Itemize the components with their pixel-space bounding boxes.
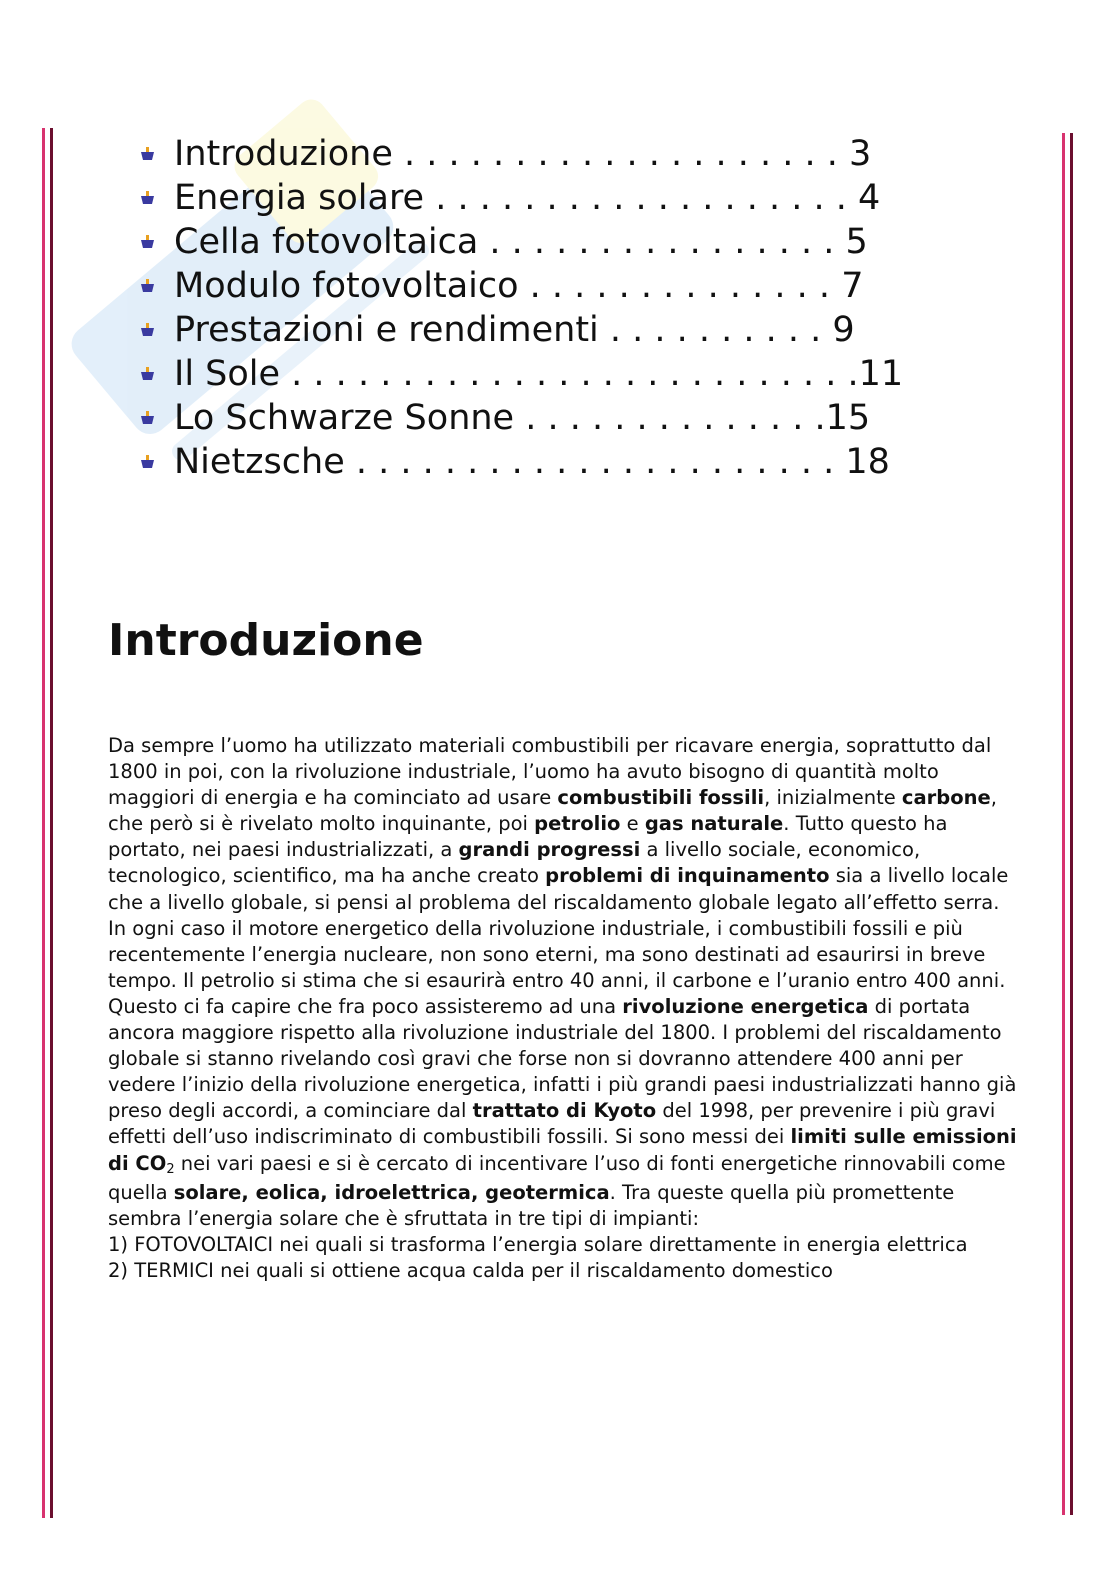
paragraph-text: . Tra queste quella più promettente sembra l’energia solare che è sfruttata in tre tipi di impianti: xyxy=(108,1180,955,1230)
bold-term: rivoluzione energetica xyxy=(622,994,869,1018)
toc-line: Cella fotovoltaica . . . . . . . . . . . . . . . . 5 xyxy=(174,222,868,262)
toc-line: Modulo fotovoltaico . . . . . . . . . . . . . . 7 xyxy=(174,266,864,306)
bold-term: trattato di Kyoto xyxy=(472,1099,657,1123)
toc-line: Lo Schwarze Sonne . . . . . . . . . . . . . .15 xyxy=(174,398,871,438)
toc-item-il-sole[interactable] xyxy=(140,352,920,396)
bullet-icon xyxy=(140,366,156,382)
left-border-line-outer xyxy=(42,128,45,1518)
list-item-termici: 2) TERMICI nei quali si ottiene acqua calda per il riscaldamento domestico xyxy=(108,1258,833,1282)
toc-line: Introduzione . . . . . . . . . . . . . . . . . . . . 3 xyxy=(174,134,872,174)
bold-term: carbone xyxy=(901,786,991,810)
toc-item-prestazioni-e-rendimenti[interactable] xyxy=(140,308,920,352)
bold-term: grandi progressi xyxy=(458,838,641,862)
bold-term: petrolio xyxy=(534,812,621,836)
paragraph-text: e xyxy=(620,812,645,836)
paragraph-text: di portata ancora maggiore rispetto alla rivoluzione industriale del 1800. I problemi del riscaldamento globale si stanno rivelando così gravi che forse non si dovranno attendere 400 anni per vedere l’inizio della rivoluzione energetica, infatti i più grandi paesi industrializzati hanno già preso degli accordi, a cominciare dal xyxy=(108,994,1017,1123)
paragraph-text: nei vari paesi e si è cercato di incentivare l’uso di fonti energetiche rinnovabili come quella xyxy=(108,1151,1006,1204)
bullet-icon xyxy=(140,410,156,426)
toc-line: Nietzsche . . . . . . . . . . . . . . . . . . . . . . 18 xyxy=(174,442,890,482)
paragraph-text: Da sempre l’uomo ha utilizzato materiali combustibili per ricavare energia, soprattutto dal 1800 in poi, con la rivoluzione industriale, l’uomo ha avuto bisogno di quantità molto maggiori di energia e ha cominciato ad usare xyxy=(108,734,992,810)
toc-item-modulo-fotovoltaico[interactable] xyxy=(140,264,920,308)
paragraph-text: sia a livello locale che a livello globale, si pensi al problema del riscaldamento globale legato all’effetto serra. In ogni caso il motore energetico della rivoluzione industriale, i combustibili fossili e più recentemente l’energia nucleare, non sono eterni, ma sono destinati ad esaurirsi in breve tempo. Il petrolio si stima che si esaurirà entro 40 anni, il carbone e l’uranio entro 400 anni. Questo ci fa capire che fra poco assisteremo ad una xyxy=(108,864,1009,1018)
bullet-icon xyxy=(140,146,156,162)
toc-item-energia-solare[interactable] xyxy=(140,176,920,220)
toc-line: Energia solare . . . . . . . . . . . . . . . . . . . 4 xyxy=(174,178,881,218)
right-border-line-outer xyxy=(1070,133,1073,1515)
bold-term: problemi di inquinamento xyxy=(545,864,830,888)
toc-item-schwarze-sonne[interactable] xyxy=(140,396,920,440)
toc-item-nietzsche[interactable] xyxy=(140,440,920,484)
section-title: Introduzione xyxy=(108,615,424,666)
toc-line: Prestazioni e rendimenti . . . . . . . . . . 9 xyxy=(174,310,855,350)
toc-item-cella-fotovoltaica[interactable] xyxy=(140,220,920,264)
bold-term: solare, eolica, idroelettrica, geotermica xyxy=(173,1180,610,1204)
right-border-line-inner xyxy=(1062,133,1065,1515)
bullet-icon xyxy=(140,322,156,338)
paragraph-text: . Tutto questo ha portato, nei paesi industrializzati, a xyxy=(108,812,948,862)
table-of-contents xyxy=(140,132,920,484)
bold-term: gas naturale xyxy=(644,812,784,836)
paragraph-text: del 1998, per prevenire i più gravi effetti dell’uso indiscriminato di combustibili fossili. Si sono messi dei xyxy=(108,1099,996,1149)
intro-paragraph xyxy=(108,733,1023,1284)
paragraph-text: , inizialmente xyxy=(764,786,902,810)
bullet-icon xyxy=(140,278,156,294)
toc-item-introduzione[interactable] xyxy=(140,132,920,176)
paragraph-text: a livello sociale, economico, tecnologico, scientifico, ma ha anche creato xyxy=(108,838,921,888)
list-item-fotovoltaici: 1) FOTOVOLTAICI nei quali si trasforma l’energia solare direttamente in energia elettrica xyxy=(108,1232,968,1256)
subscript: 2 xyxy=(166,1161,175,1177)
toc-line: Il Sole . . . . . . . . . . . . . . . . . . . . . . . . . .11 xyxy=(174,354,904,394)
bullet-icon xyxy=(140,454,156,470)
bold-term: combustibili fossili xyxy=(557,786,765,810)
bullet-icon xyxy=(140,190,156,206)
bullet-icon xyxy=(140,234,156,250)
bold-term: limiti sulle emissioni di CO xyxy=(108,1125,1017,1175)
paragraph-text: , che però si è rivelato molto inquinante, poi xyxy=(108,786,997,836)
left-border-line-inner xyxy=(50,128,53,1518)
